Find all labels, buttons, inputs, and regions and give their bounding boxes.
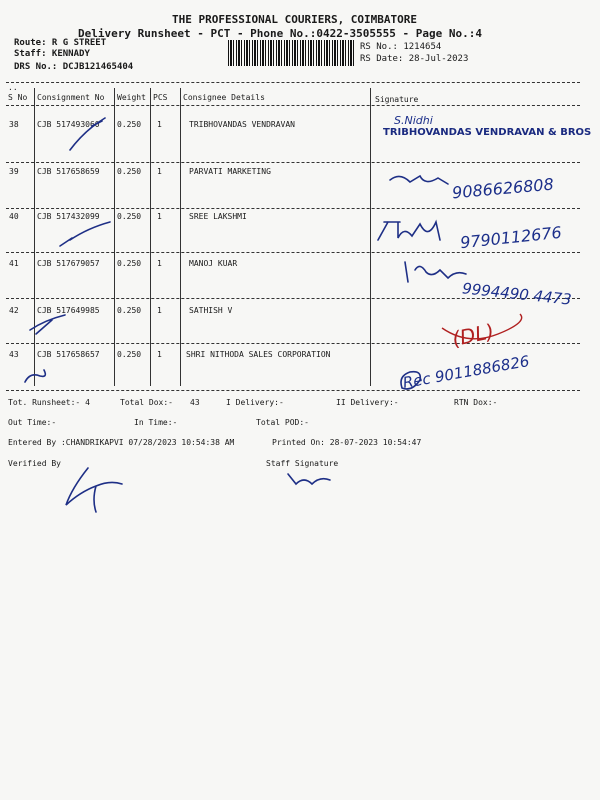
entered-by: Entered By :CHANDRIKAPVI 07/28/2023 10:54:38 AM (8, 438, 235, 447)
col-sno: S No (8, 93, 28, 102)
printed-on: Printed On: 28-07-2023 10:54:47 (272, 438, 422, 447)
col-consignee: Consignee Details (183, 93, 265, 102)
row-weight: 0.250 (117, 259, 142, 268)
row-consignment: CJB 517649985 (37, 306, 100, 315)
row-pcs: 1 (157, 120, 162, 129)
row-sno: 39 (9, 167, 19, 176)
row-pcs: 1 (157, 212, 162, 221)
handwritten-phone: 9994490 4473 (461, 279, 573, 309)
col-pcs: PCS (153, 93, 168, 102)
row-sno: 40 (9, 212, 19, 221)
runsheet-subtitle: Delivery Runsheet - PCT - Phone No.:0422-3505555 - Page No.:4 (78, 27, 482, 40)
row-consignee: TRIBHOVANDAS VENDRAVAN (189, 120, 295, 129)
drs-number: DRS No.: DCJB121465404 (14, 62, 134, 72)
consignee-stamp: TRIBHOVANDAS VENDRAVAN & BROS (383, 127, 592, 138)
handwritten-phone: 9790112676 (459, 222, 563, 253)
row-consignment: CJB 517679057 (37, 259, 100, 268)
col-consignment: Consignment No (37, 93, 105, 102)
row-consignee: PARVATI MARKETING (189, 167, 271, 176)
row-consignee: MANOJ KUAR (189, 259, 238, 268)
handwritten-received: Rec 9011886826 (401, 352, 531, 392)
handwritten-note: (DL) (449, 318, 497, 352)
row-consignee: SREE LAKSHMI (189, 212, 247, 221)
row-consignment: CJB 517493060 (37, 120, 100, 129)
row-pcs: 1 (157, 259, 162, 268)
row-sno: 42 (9, 306, 19, 315)
rs-number: RS No.: 1214654 (360, 42, 442, 52)
total-pod: Total POD:- (256, 418, 309, 427)
total-dox-value: 43 (190, 398, 200, 407)
col-weight: Weight (117, 93, 146, 102)
out-time: Out Time:- (8, 418, 57, 427)
row-pcs: 1 (157, 350, 162, 359)
row-consignment: CJB 517432099 (37, 212, 100, 221)
total-dox-label: Total Dox:- (120, 398, 173, 407)
handwritten-phone: 9086626808 (451, 174, 555, 203)
rs-date: RS Date: 28-Jul-2023 (360, 54, 469, 64)
i-delivery: I Delivery:- (226, 398, 284, 407)
row-consignment: CJB 517658657 (37, 350, 100, 359)
row-weight: 0.250 (117, 120, 142, 129)
handwritten-name: S.Nidhi (394, 114, 433, 127)
route: Route: R G STREET (14, 38, 107, 48)
row-sno: 43 (9, 350, 19, 359)
verified-by: Verified By (8, 459, 61, 468)
row-weight: 0.250 (117, 306, 142, 315)
staff: Staff: KENNADY (14, 49, 90, 59)
row-sno: 41 (9, 259, 19, 268)
company-title: THE PROFESSIONAL COURIERS, COIMBATORE (172, 13, 418, 26)
row-weight: 0.250 (117, 212, 142, 221)
row-pcs: 1 (157, 306, 162, 315)
tot-runsheet: Tot. Runsheet:- 4 (8, 398, 90, 407)
staff-signature: Staff Signature (266, 459, 339, 468)
rtn-dox: RTN Dox:- (454, 398, 498, 407)
in-time: In Time:- (134, 418, 178, 427)
row-weight: 0.250 (117, 167, 142, 176)
row-pcs: 1 (157, 167, 162, 176)
row-consignee: SATHISH V (189, 306, 233, 315)
row-consignee: SHRI NITHODA SALES CORPORATION (186, 350, 331, 359)
row-sno: 38 (9, 120, 19, 129)
row-consignment: CJB 517658659 (37, 167, 100, 176)
row-weight: 0.250 (117, 350, 142, 359)
ii-delivery: II Delivery:- (336, 398, 399, 407)
col-signature: Signature (375, 95, 419, 104)
